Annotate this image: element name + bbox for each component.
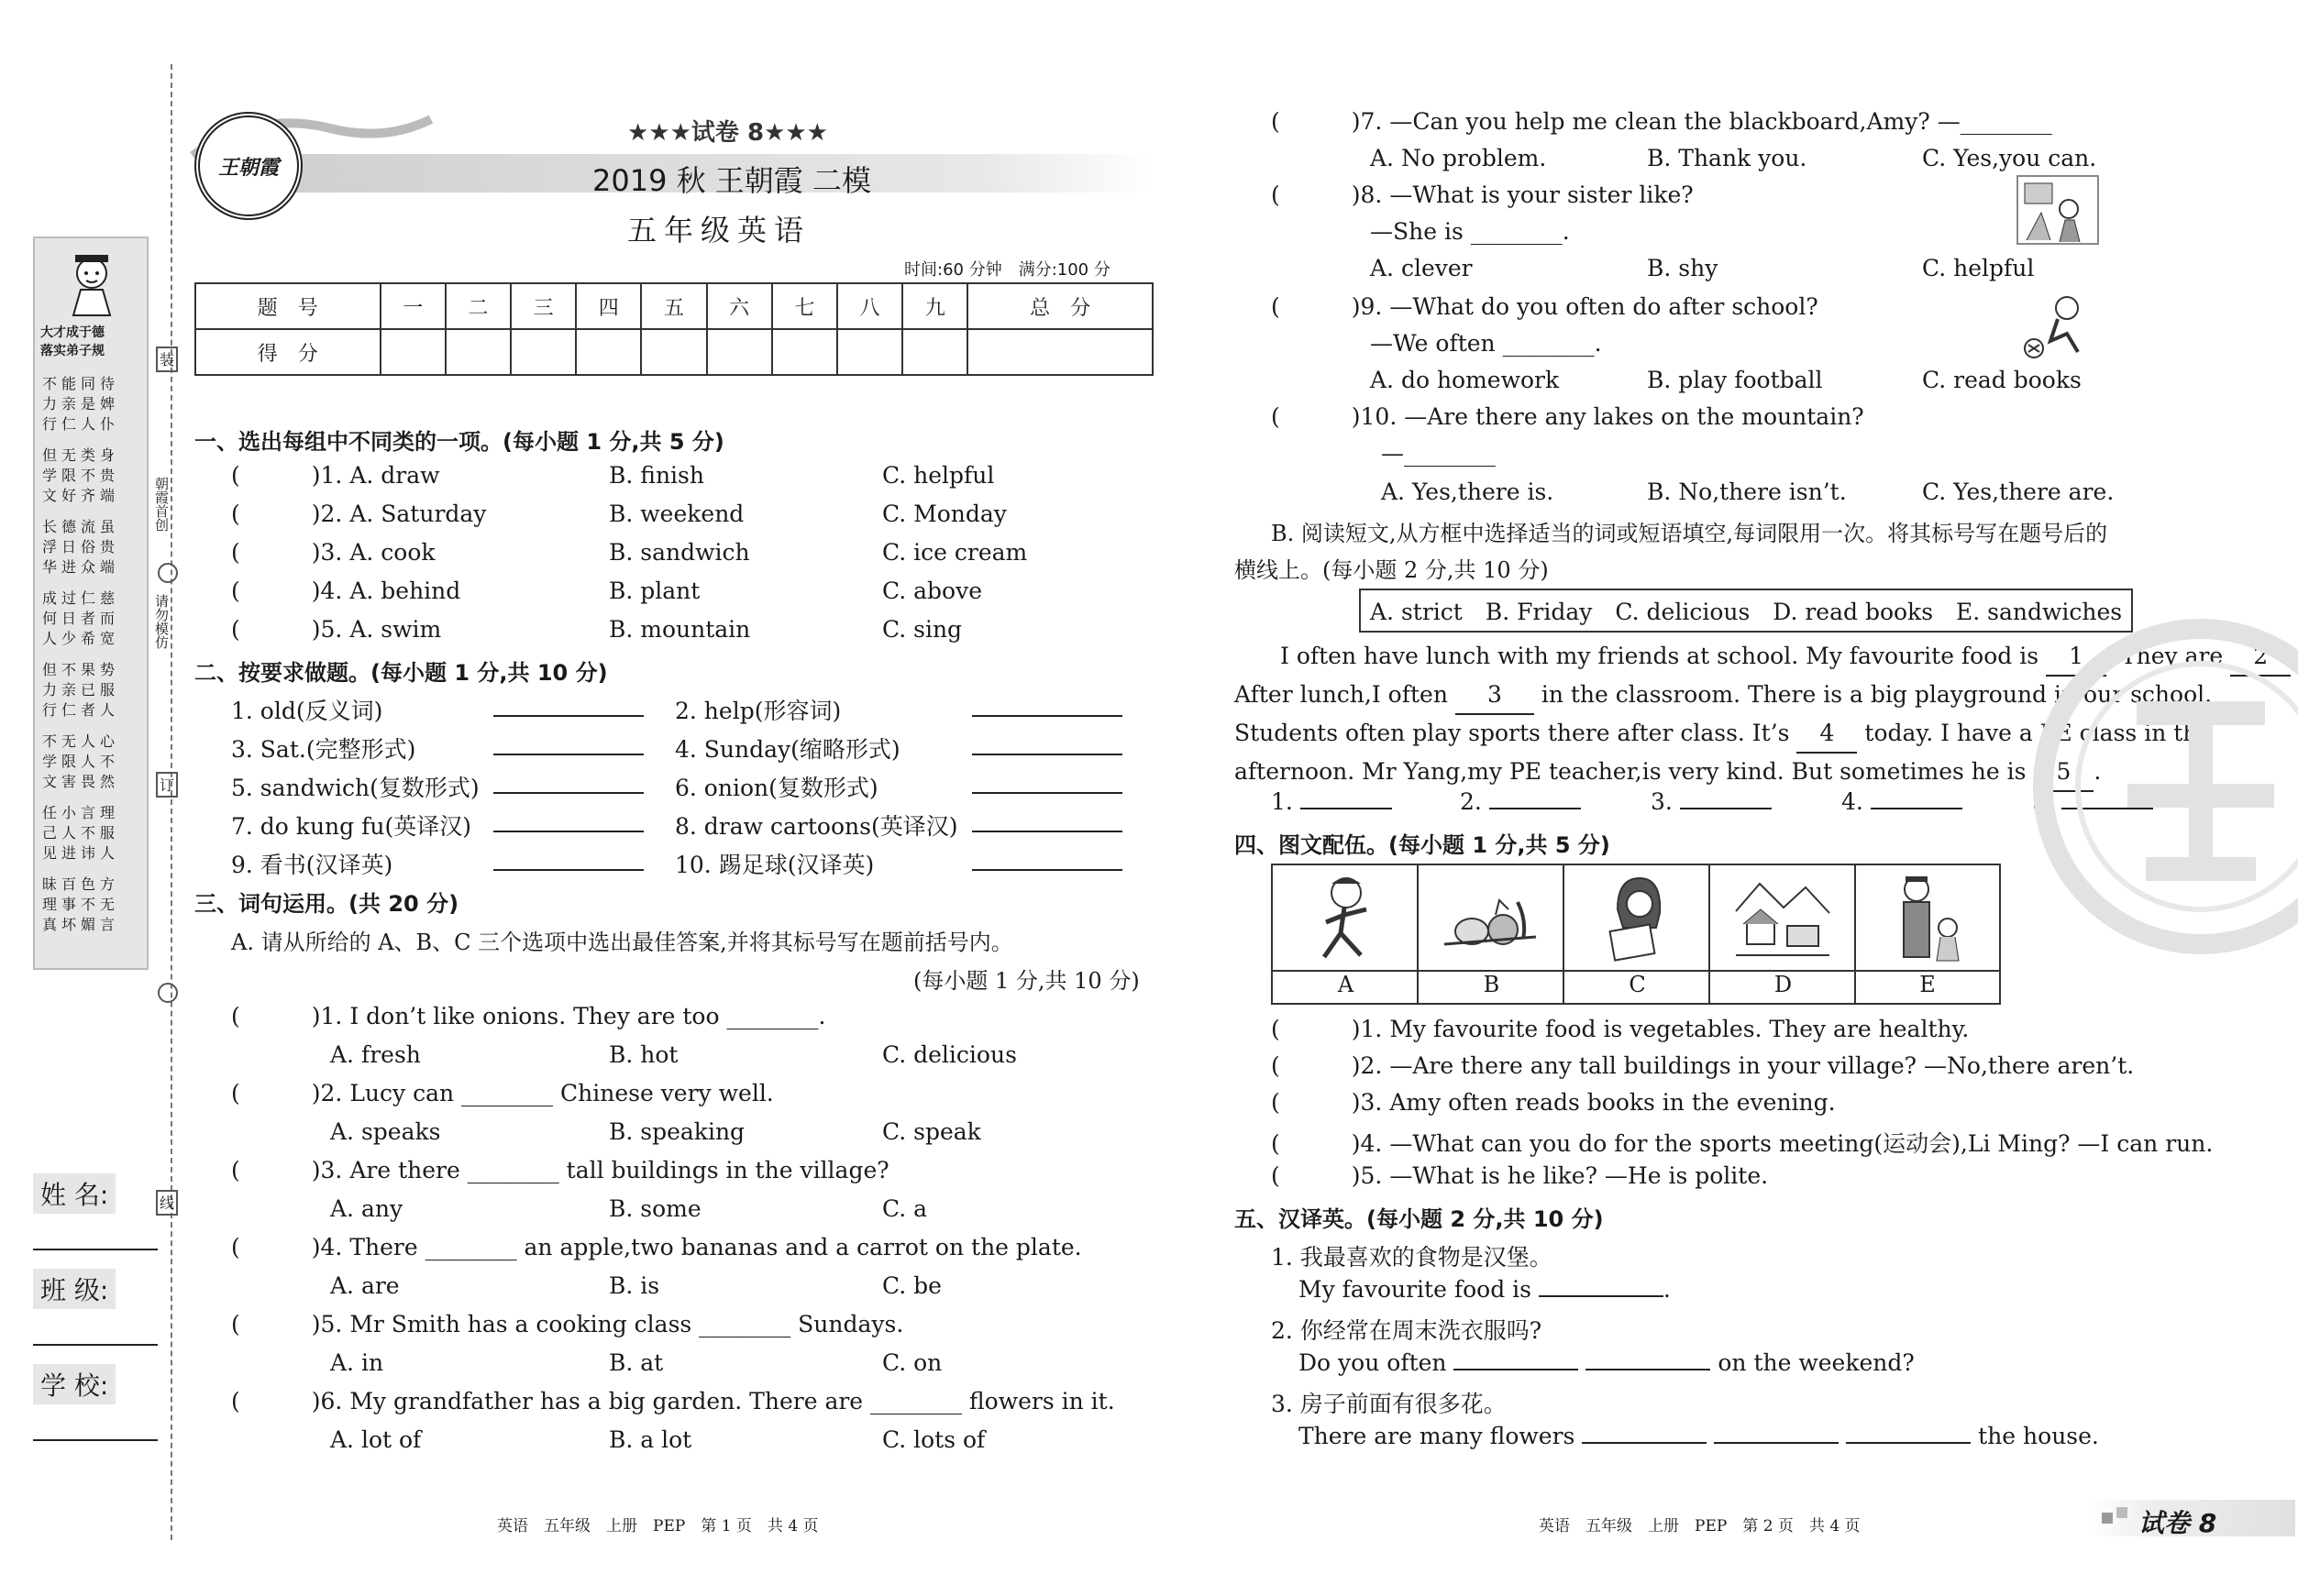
- passage-blank-2[interactable]: 2: [2230, 638, 2291, 677]
- s3-option-a: A. clever: [1370, 255, 1473, 281]
- s3-question: ( )4. There ________ an apple,two bananas and a carrot on the plate.: [231, 1234, 1082, 1260]
- s3-option-c: C. a: [882, 1195, 928, 1222]
- s2-answer-line[interactable]: [493, 754, 644, 755]
- s3-option-b: B. some: [609, 1195, 702, 1222]
- score-cell[interactable]: [837, 329, 902, 375]
- proverb-line: 行仁人仆: [42, 415, 120, 433]
- s4-item: ( )5. —What is he like? —He is polite.: [1271, 1162, 1769, 1189]
- pic-label: A: [1337, 972, 1354, 997]
- s5-english: There are many flowers the house.: [1298, 1423, 2099, 1449]
- proverb-line: 文好齐端: [42, 487, 120, 504]
- proverb-line: 文害畏然: [42, 773, 120, 790]
- sidebar-panel: [33, 237, 149, 970]
- s4-item: ( )4. —What can you do for the sports meeting(运动会),Li Ming? —I can run.: [1271, 1130, 2214, 1157]
- s3-option-a: A. Yes,there is.: [1381, 479, 1554, 505]
- s3-option-a: A. do homework: [1370, 367, 1560, 393]
- s3-option-b: B. hot: [609, 1041, 679, 1068]
- passage-line-4: afternoon. Mr Yang,my PE teacher,is very kind. But sometimes he is 5 .: [1234, 754, 2193, 792]
- s3-question: ( )7. —Can you help me clean the blackboard,Amy? —________: [1271, 108, 2052, 135]
- proverb-line: 何日者而: [42, 610, 120, 627]
- s3-option-c: C. speak: [882, 1118, 981, 1145]
- s1-option-b: B. sandwich: [609, 539, 750, 566]
- s3-option-a: A. are: [330, 1272, 400, 1299]
- s1-option-c: C. sing: [882, 616, 963, 643]
- score-col: 五: [641, 283, 706, 329]
- pic-label: B: [1483, 972, 1500, 997]
- paper-badge: ★★★试卷 8★★★: [627, 119, 828, 147]
- logo-badge: [194, 112, 303, 220]
- name-field[interactable]: [33, 1249, 158, 1250]
- answer-num: 4.: [1841, 788, 1962, 815]
- passage-line-1: I often have lunch with my friends at school. My favourite food is 1 . They are 2 .: [1234, 638, 2193, 677]
- s3-question: ( )2. Lucy can ________ Chinese very well.: [231, 1080, 774, 1106]
- s5-chinese: 2. 你经常在周末洗衣服吗?: [1271, 1317, 1542, 1344]
- score-col: 三: [511, 283, 576, 329]
- proverb-line: 不能同待: [42, 375, 120, 392]
- school-label: 学 校:: [33, 1364, 116, 1404]
- time-info: 时间:60 分钟 满分:100 分: [904, 260, 1110, 280]
- s3-option-c: C. be: [882, 1272, 942, 1299]
- football-picture-icon: [2014, 288, 2102, 361]
- s3-option-c: C. read books: [1922, 367, 2082, 393]
- class-field[interactable]: [33, 1344, 158, 1346]
- score-cell[interactable]: [511, 329, 576, 375]
- score-cell[interactable]: [902, 329, 967, 375]
- s3-option-a: A. any: [330, 1195, 403, 1222]
- score-cell[interactable]: [381, 329, 446, 375]
- answer-num: 2.: [1460, 788, 1581, 815]
- pic-label: C: [1629, 972, 1646, 997]
- score-value-row: [195, 329, 1153, 375]
- proverb-line: 己人不服: [42, 824, 120, 842]
- score-header-row: [195, 283, 1153, 329]
- corner-label: 试卷 8: [2138, 1508, 2217, 1538]
- s1-option-c: C. Monday: [882, 501, 1007, 527]
- watermark-seal-icon: [2027, 612, 2295, 961]
- s1-option-b: B. mountain: [609, 616, 751, 643]
- score-col: 二: [446, 283, 511, 329]
- proverb-line: 浮日俗贵: [42, 538, 120, 556]
- s3-option-a: A. in: [330, 1349, 384, 1376]
- s2-left-item: 5. sandwich(复数形式): [231, 775, 480, 801]
- s2-right-item: 8. draw cartoons(英译汉): [675, 813, 958, 840]
- s4-item: ( )2. —Are there any tall buildings in your village? —No,there aren’t.: [1271, 1052, 2135, 1079]
- proverb-line: 真坏媚言: [42, 916, 120, 933]
- s3-option-b: B. play football: [1647, 367, 1823, 393]
- proverb-line: 人少希宽: [42, 630, 120, 647]
- s1-item: ( )2. A. Saturday: [231, 501, 487, 527]
- s1-item: ( )4. A. behind: [231, 578, 461, 604]
- s5-blank[interactable]: [1714, 1425, 1839, 1444]
- s3-option-a: A. lot of: [330, 1426, 422, 1453]
- s4-item: ( )3. Amy often reads books in the evening.: [1271, 1089, 1836, 1116]
- fold-text-2: 请勿模仿: [153, 594, 170, 649]
- s5-blank[interactable]: [1846, 1425, 1971, 1444]
- s5-blank[interactable]: [1585, 1352, 1710, 1370]
- s2-left-item: 3. Sat.(完整形式): [231, 736, 416, 763]
- fold-text-1: 朝霞首创: [153, 477, 170, 532]
- running-boy-icon: [1304, 873, 1387, 964]
- score-col: 七: [772, 283, 837, 329]
- s3-option-a: A. fresh: [330, 1041, 421, 1068]
- proverb-line: 学限人不: [42, 753, 120, 770]
- proverb-line: 成过仁慈: [42, 589, 120, 607]
- s3-option-b: B. speaking: [609, 1118, 746, 1145]
- section-2-title: 二、按要求做题。(每小题 1 分,共 10 分): [194, 660, 608, 686]
- page-1-footer: 英语 五年级 上册 PEP 第 1 页 共 4 页: [497, 1517, 819, 1535]
- s3-option-b: B. shy: [1647, 255, 1718, 281]
- s4-item: ( )1. My favourite food is vegetables. They are healthy.: [1271, 1016, 1970, 1042]
- score-col: 九: [902, 283, 967, 329]
- proverb-line: 但无类身: [42, 446, 120, 464]
- s1-option-c: C. ice cream: [882, 539, 1028, 566]
- picture-grid: [1271, 864, 2001, 1005]
- s2-answer-line[interactable]: [972, 869, 1122, 871]
- passage-line-2: After lunch,I often 3 in the classroom. There is a big playground in our school.: [1234, 677, 2193, 715]
- answer-num: 5.: [2032, 788, 2153, 815]
- circle-marker-2: [158, 983, 178, 1003]
- circle-marker-1: [158, 563, 178, 583]
- sidebar-slogan-1: 大才成于德: [40, 325, 105, 340]
- s2-answer-line[interactable]: [972, 715, 1122, 717]
- answer-num: 3.: [1651, 788, 1772, 815]
- score-cell[interactable]: [576, 329, 641, 375]
- score-col: 八: [837, 283, 902, 329]
- s5-chinese: 3. 房子前面有很多花。: [1271, 1391, 1507, 1417]
- s1-option-c: C. above: [882, 578, 983, 604]
- left-margin-line: [171, 64, 172, 1540]
- s3-question: ( )5. Mr Smith has a cooking class ________ Sundays.: [231, 1311, 904, 1337]
- s2-left-item: 9. 看书(汉译英): [231, 852, 393, 878]
- s3-option-b: B. is: [609, 1272, 660, 1299]
- s3-question-sub: —________: [1381, 440, 1496, 467]
- passage-blank-5[interactable]: 5: [2033, 754, 2094, 792]
- corner-badge: [2091, 1500, 2295, 1536]
- s3-question: ( )9. —What do you often do after school?: [1271, 293, 1818, 320]
- s3-question: ( )3. Are there ________ tall buildings in the village?: [231, 1157, 889, 1183]
- s5-blank[interactable]: [1453, 1352, 1578, 1370]
- vegetables-icon: [1435, 884, 1545, 957]
- score-row-label: 题 号: [195, 283, 381, 329]
- s3-option-a: A. No problem.: [1370, 145, 1547, 171]
- pic-label: D: [1773, 972, 1793, 997]
- proverb-line: 华进众端: [42, 558, 120, 576]
- score-cell[interactable]: [707, 329, 772, 375]
- s3-option-c: C. Yes,there are.: [1922, 479, 2115, 505]
- s2-right-item: 6. onion(复数形式): [675, 775, 878, 801]
- s2-answer-line[interactable]: [972, 792, 1122, 794]
- school-field[interactable]: [33, 1439, 158, 1441]
- score-col: 总 分: [967, 283, 1153, 329]
- s3-part-a-intro: A. 请从所给的 A、B、C 三个选项中选出最佳答案,并将其标号写在题前括号内。: [231, 930, 1013, 955]
- section-5-title: 五、汉译英。(每小题 2 分,共 10 分): [1234, 1206, 1604, 1232]
- s3-option-c: C. helpful: [1922, 255, 2035, 281]
- proverb-line: 任小言理: [42, 804, 120, 821]
- passage-blank-3[interactable]: 3: [1455, 677, 1534, 715]
- s5-english: Do you often on the weekend?: [1298, 1349, 1915, 1376]
- s1-option-b: B. finish: [609, 462, 704, 489]
- sidebar-slogan-2: 落实弟子规: [40, 344, 105, 358]
- s1-item: ( )5. A. swim: [231, 616, 442, 643]
- proverb-line: 行仁者人: [42, 701, 120, 719]
- s2-answer-line[interactable]: [493, 869, 644, 871]
- section-4-title: 四、图文配伍。(每小题 1 分,共 5 分): [1234, 832, 1610, 858]
- s1-option-b: B. plant: [609, 578, 701, 604]
- scholar-icon: [55, 246, 128, 319]
- s2-answer-line[interactable]: [493, 792, 644, 794]
- section-3-title: 三、词句运用。(共 20 分): [194, 891, 459, 917]
- answer-num: 1.: [1271, 788, 1392, 815]
- seal-marker-3: 线: [156, 1190, 178, 1216]
- s3-option-b: B. No,there isn’t.: [1647, 479, 1847, 505]
- s3-question: ( )10. —Are there any lakes on the mountain?: [1271, 403, 1864, 430]
- s5-english: My favourite food is .: [1298, 1276, 1671, 1303]
- score-col: 六: [707, 283, 772, 329]
- score-cell[interactable]: [772, 329, 837, 375]
- seal-marker-1: 装: [156, 347, 178, 372]
- score-cell[interactable]: [967, 329, 1153, 375]
- s1-option-c: C. helpful: [882, 462, 995, 489]
- page-2-footer: 英语 五年级 上册 PEP 第 2 页 共 4 页: [1539, 1517, 1861, 1535]
- s3-question: ( )8. —What is your sister like?: [1271, 182, 1694, 208]
- page-title: 2019 秋 王朝霞 二模: [592, 163, 871, 198]
- s5-blank[interactable]: [1539, 1279, 1663, 1297]
- word-box: A. strict B. Friday C. delicious D. read books E. sandwiches: [1359, 589, 2133, 633]
- sidebar-proverbs: [42, 374, 143, 935]
- proverb-line: 长德流虽: [42, 518, 120, 535]
- s3-part-b-intro: B. 阅读短文,从方框中选择适当的词或短语填空,每词限用一次。将其标号写在题号后的: [1271, 521, 2108, 546]
- score-row-label: 得 分: [195, 329, 381, 375]
- s3-option-c: C. delicious: [882, 1041, 1017, 1068]
- polite-man-icon: [1884, 871, 1972, 966]
- s2-left-item: 1. old(反义词): [231, 698, 383, 724]
- village-icon: [1732, 875, 1833, 963]
- subject-title: 五年级英语: [627, 213, 812, 248]
- proverb-line: 但不果势: [42, 661, 120, 678]
- s3-part-b-intro-2: 横线上。(每小题 2 分,共 10 分): [1234, 557, 1549, 583]
- logo-text: 王朝霞: [217, 156, 279, 180]
- s3-option-c: C. on: [882, 1349, 943, 1376]
- proverb-line: 昧百色方: [42, 875, 120, 893]
- passage-blank-4[interactable]: 4: [1796, 715, 1857, 754]
- score-cell[interactable]: [641, 329, 706, 375]
- seal-marker-2: 订: [156, 772, 178, 798]
- s3-option-b: B. at: [609, 1349, 664, 1376]
- reading-girl-icon: [1596, 873, 1678, 964]
- s5-chinese: 1. 我最喜欢的食物是汉堡。: [1271, 1244, 1552, 1271]
- s3-question-sub: —She is ________.: [1370, 218, 1570, 245]
- s1-item: ( )3. A. cook: [231, 539, 436, 566]
- classroom-picture-icon: [2014, 172, 2102, 248]
- proverb-line: 理事不无: [42, 896, 120, 913]
- s2-answer-line[interactable]: [972, 831, 1122, 832]
- s3-question-sub: —We often ________.: [1370, 330, 1602, 357]
- s1-option-b: B. weekend: [609, 501, 745, 527]
- s3-question: ( )1. I don’t like onions. They are too ________.: [231, 1003, 826, 1029]
- proverb-line: 学限不贵: [42, 467, 120, 484]
- passage-blank-1[interactable]: 1: [2046, 638, 2106, 677]
- s3-option-a: A. speaks: [330, 1118, 441, 1145]
- s3-question: ( )6. My grandfather has a big garden. There are ________ flowers in it.: [231, 1388, 1115, 1414]
- class-label: 班 级:: [33, 1269, 116, 1309]
- s5-blank[interactable]: [1582, 1425, 1707, 1444]
- proverb-line: 力亲是婢: [42, 395, 120, 413]
- s2-answer-line[interactable]: [972, 754, 1122, 755]
- s2-right-item: 2. help(形容词): [675, 698, 842, 724]
- s3-option-b: B. Thank you.: [1647, 145, 1807, 171]
- s2-answer-line[interactable]: [493, 715, 644, 717]
- score-col: 四: [576, 283, 641, 329]
- s2-right-item: 10. 踢足球(汉译英): [675, 852, 875, 878]
- score-table: [194, 282, 1154, 376]
- s1-item: ( )1. A. draw: [231, 462, 440, 489]
- score-col: 一: [381, 283, 446, 329]
- s3-option-c: C. Yes,you can.: [1922, 145, 2097, 171]
- s2-left-item: 7. do kung fu(英译汉): [231, 813, 471, 840]
- proverb-line: 力亲已服: [42, 681, 120, 699]
- proverb-line: 不无人心: [42, 732, 120, 750]
- s3-option-c: C. lots of: [882, 1426, 986, 1453]
- section-1-title: 一、选出每组中不同类的一项。(每小题 1 分,共 5 分): [194, 429, 724, 455]
- score-cell[interactable]: [446, 329, 511, 375]
- s2-right-item: 4. Sunday(缩略形式): [675, 736, 900, 763]
- s2-answer-line[interactable]: [493, 831, 644, 832]
- s3-option-b: B. a lot: [609, 1426, 692, 1453]
- pic-label: E: [1919, 972, 1936, 997]
- proverb-line: 见进讳人: [42, 844, 120, 862]
- s3-part-a-score: (每小题 1 分,共 10 分): [913, 968, 1140, 994]
- name-label: 姓 名:: [33, 1173, 116, 1214]
- passage-line-3: Students often play sports there after class. It’s 4 today. I have a PE class in the: [1234, 715, 2193, 754]
